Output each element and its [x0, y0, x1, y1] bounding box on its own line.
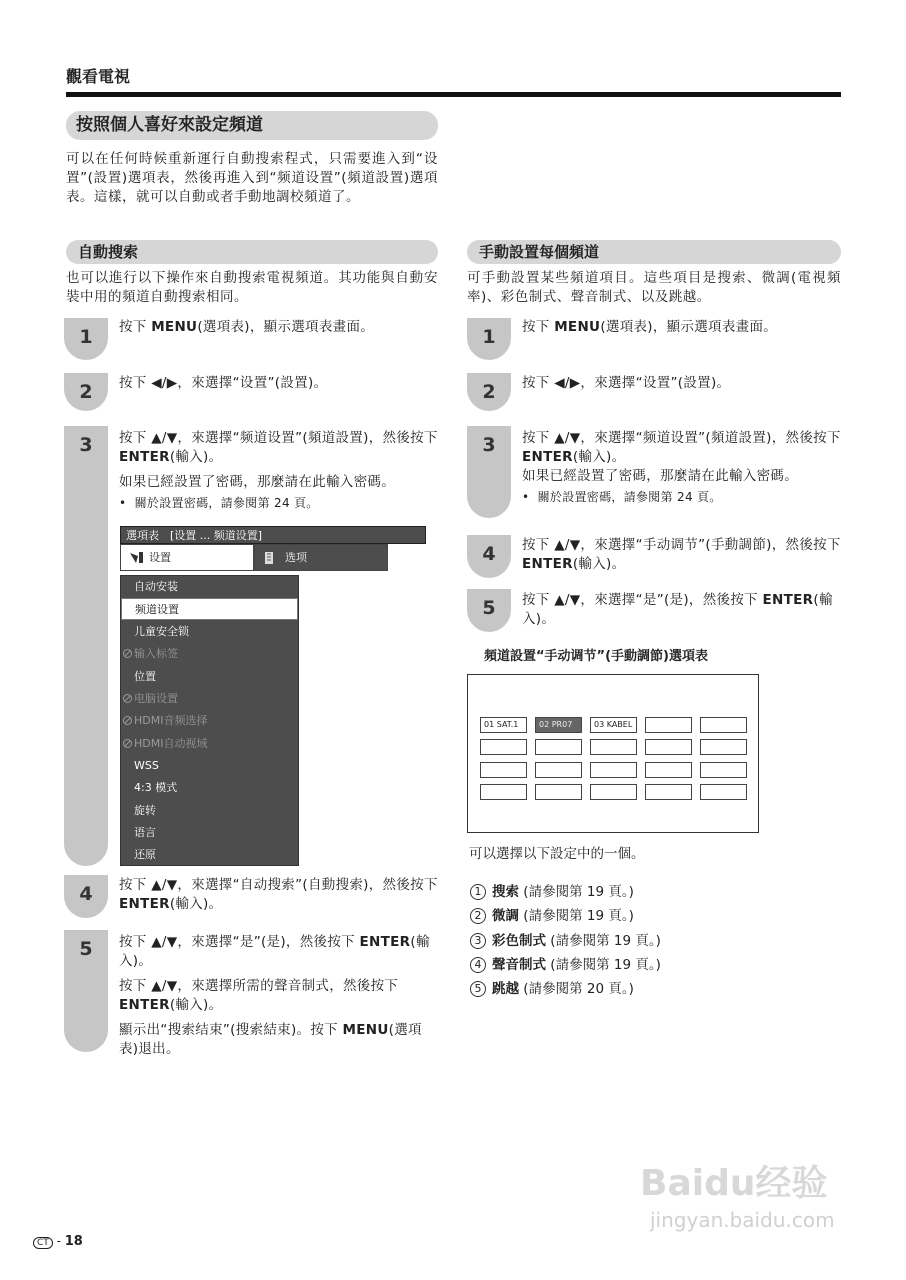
disabled-icon — [123, 694, 132, 703]
step-text: 按下 ▲/▼，來選擇“是”(是)，然後按下 ENTER(輸入)。 — [522, 592, 833, 627]
channel-cell[interactable] — [590, 739, 637, 755]
menu-item-child-lock[interactable]: 儿童安全锁 — [134, 625, 189, 638]
step-text: 按下 ▲/▼，來選擇“频道设置”(頻道設置)，然後按下 ENTER(輸入)。 如果已經設置了密碼，那麼請在此輸入密碼。 • 關於設置密碼，請參閱第 24 頁。 — [522, 429, 844, 506]
watermark-url: jingyan.baidu.com — [650, 1208, 835, 1232]
option-item: 1 搜索 (請參閱第 19 頁。) — [470, 880, 634, 900]
menu-item-rotate[interactable]: 旋转 — [134, 804, 156, 817]
step-text: 按下 ▲/▼，來選擇“是”(是)，然後按下 ENTER(輸入)。 按下 ▲/▼，來選擇所需的聲音制式，然後按下 ENTER(輸入)。 顯示出“搜索结束”(搜索結束)。按下 MENU(選項表)退出。 — [119, 934, 430, 1057]
channel-cell[interactable] — [590, 762, 637, 778]
channel-cell-selected[interactable]: 02 PR07 — [535, 717, 582, 733]
password-bullet: • 關於設置密碼，請參閱第 24 頁。 — [119, 496, 319, 510]
option-item: 2 微調 (請參閱第 19 頁。) — [470, 904, 634, 924]
step-badge: 3 — [467, 426, 511, 518]
intro-paragraph: 可以在任何時候重新運行自動搜索程式，只需要進入到“设置”(設置)選項表，然後再進入到“频道设置”(頻道設置)選項表。這樣，就可以自動或者手動地調校頻道了。 — [66, 151, 438, 205]
channel-cell[interactable] — [645, 739, 692, 755]
disabled-icon — [123, 739, 132, 748]
menu-item-hdmi-view: HDMI自动视域 — [121, 733, 299, 755]
step-badge: 2 — [64, 373, 108, 411]
step-badge: 5 — [467, 589, 511, 632]
manual-setup-desc: 可手動設置某些頻道項目。這些項目是搜索、微調(電視頻率)、彩色制式、聲音制式、以及跳越。 — [467, 270, 841, 305]
channel-cell[interactable] — [700, 717, 747, 733]
settings-tab-icon — [129, 551, 145, 565]
menu-item-pc-setup: 电脑设置 — [121, 688, 299, 710]
password-note: 如果已經設置了密碼，那麼請在此輸入密碼。 — [522, 468, 798, 484]
channel-cell[interactable] — [480, 739, 527, 755]
watermark-logo: Baidu经验 — [640, 1163, 828, 1204]
step-text: 按下 MENU(選項表)，顯示選項表畫面。 — [119, 319, 375, 335]
tab-options[interactable]: 选项 — [254, 544, 388, 571]
tab-settings[interactable]: 设置 — [120, 544, 254, 571]
password-bullet: • 關於設置密碼，請參閱第 24 頁。 — [522, 490, 722, 504]
auto-search-desc: 也可以進行以下操作來自動搜索電視頻道。其功能與自動安裝中用的頻道自動搜索相同。 — [66, 270, 438, 305]
menu-item-auto-install[interactable]: 自动安装 — [134, 580, 178, 593]
channel-cell[interactable] — [535, 762, 582, 778]
step-text: 按下 ◀/▶，來選擇“设置”(設置)。 — [522, 375, 731, 391]
menu-item-channel-setup[interactable]: 频道设置 — [121, 598, 298, 620]
page-title: 按照個人喜好來設定頻道 — [66, 111, 438, 140]
channel-cell[interactable] — [700, 784, 747, 800]
menu-item-language[interactable]: 语言 — [134, 826, 156, 839]
step-text: 按下 ▲/▼，來選擇“频道设置”(頻道設置)，然後按下 ENTER(輸入)。 如果已經設置了密碼，那麼請在此輸入密碼。 • 關於設置密碼，請參閱第 24 頁。 — [119, 429, 441, 512]
menu-item-reset[interactable]: 还原 — [134, 848, 156, 861]
settings-menu-list — [120, 575, 299, 866]
channel-cell[interactable] — [480, 784, 527, 800]
manual-setup-heading: 手動設置每個頻道 — [467, 240, 841, 264]
menu-item-input-label: 输入标签 — [121, 643, 299, 665]
channel-cell[interactable] — [590, 784, 637, 800]
option-item: 4 聲音制式 (請參閱第 19 頁。) — [470, 953, 661, 973]
step-text: 按下 MENU(選項表)，顯示選項表畫面。 — [522, 319, 778, 335]
select-instruction: 可以選擇以下設定中的一個。 — [469, 846, 645, 862]
grid-caption: 頻道設置“手动调节”(手動調節)選項表 — [484, 649, 708, 664]
step-text: 按下 ◀/▶，來選擇“设置”(設置)。 — [119, 375, 328, 391]
menu-item-wss[interactable]: WSS — [134, 759, 159, 772]
channel-cell[interactable] — [480, 762, 527, 778]
channel-cell[interactable] — [645, 717, 692, 733]
disabled-icon — [123, 716, 132, 725]
manual-tuning-grid — [467, 674, 759, 833]
channel-cell[interactable] — [645, 762, 692, 778]
step-badge: 1 — [467, 318, 511, 360]
step-badge: 5 — [64, 930, 108, 1052]
menu-item-hdmi-audio: HDMI音频选择 — [121, 710, 299, 732]
channel-cell[interactable] — [645, 784, 692, 800]
step-badge: 4 — [467, 535, 511, 578]
menu-item-43-mode[interactable]: 4:3 模式 — [134, 781, 178, 794]
channel-cell[interactable] — [535, 784, 582, 800]
step-badge: 1 — [64, 318, 108, 360]
step-text: 按下 ▲/▼，來選擇“手动调节”(手動調節)，然後按下 ENTER(輸入)。 — [522, 537, 841, 572]
channel-cell[interactable] — [700, 762, 747, 778]
step-badge: 2 — [467, 373, 511, 411]
channel-cell[interactable] — [535, 739, 582, 755]
menu-title-bar: 選項表 [设置 ... 频道设置] — [120, 526, 426, 544]
section-label: 觀看電視 — [66, 67, 131, 86]
header-rule — [66, 92, 841, 97]
channel-cell[interactable] — [700, 739, 747, 755]
option-item: 5 跳越 (請參閱第 20 頁。) — [470, 977, 634, 997]
disabled-icon — [123, 649, 132, 658]
step-text: 按下 ▲/▼，來選擇“自动搜索”(自動搜索)，然後按下 ENTER(輸入)。 — [119, 877, 438, 912]
option-item: 3 彩色制式 (請參閱第 19 頁。) — [470, 929, 661, 949]
channel-cell[interactable]: 01 SAT.1 — [480, 717, 527, 733]
step-badge: 3 — [64, 426, 108, 866]
password-note: 如果已經設置了密碼，那麼請在此輸入密碼。 — [119, 474, 395, 490]
channel-cell[interactable]: 03 KABEL — [590, 717, 637, 733]
options-tab-icon — [263, 551, 275, 565]
page-number: CT - 18 — [33, 1234, 83, 1249]
menu-item-position[interactable]: 位置 — [134, 670, 156, 683]
step-badge: 4 — [64, 875, 108, 918]
auto-search-heading: 自動搜索 — [66, 240, 438, 264]
